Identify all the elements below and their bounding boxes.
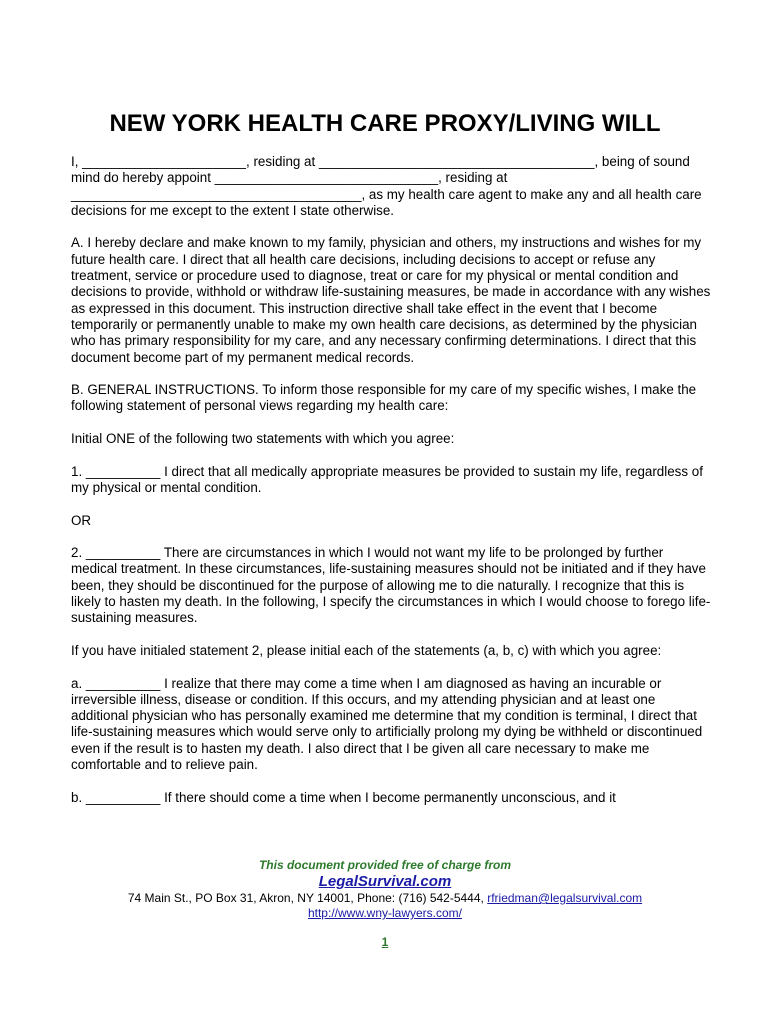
address-text: 74 Main St., PO Box 31, Akron, NY 14001, Phone: (716) 542-5444, — [127, 891, 484, 905]
page-number: 1 — [381, 935, 389, 949]
document-body — [71, 154, 711, 822]
statement-b: b. __________ If there should come a time when I become permanently unconscious, and it — [71, 789, 616, 805]
statement-1: 1. __________ I direct that all medically appropriate measures be provided to sustain my life, regardless of my physical or mental condition. — [71, 463, 703, 495]
provided-by-text: This document provided free of charge from — [258, 858, 512, 872]
appointment-paragraph: I, ______________________, residing at _____________________________________, being of sound mind do hereby appoint ______________________________, residing at _______________________________________, as my health care agent to make any and all health care decisions for me except to the extent I state otherwise. — [71, 154, 702, 218]
website-link[interactable]: http://www.wny-lawyers.com/ — [307, 906, 463, 920]
section-b-paragraph: B. GENERAL INSTRUCTIONS. To inform those responsible for my care of my specific wishes, I make the following statement of personal views regarding my health care: — [71, 382, 697, 414]
statement-2: 2. __________ There are circumstances in which I would not want my life to be prolonged by further medical treatment. In these circumstances, life-sustaining measures should not be initiated and if they have been, they should be discontinued for the purpose of allowing me to die naturally. I recognize that this is likely to hasten my death. In the following, I specify the circumstances in which I would choose to forego life-sustaining measures. — [71, 545, 711, 626]
statement-a: a. __________ I realize that there may come a time when I am diagnosed as having an incurable or irreversible illness, disease or condition. If this occurs, and my attending physician and at least one additional physician who has personally examined me determine that my condition is terminal, I direct that life-sustaining measures which would serve only to artificially prolong my dying be withheld or discontinued even if the result is to hasten my death. I also direct that I be given all care necessary to make me comfortable and to relieve pain. — [71, 675, 703, 772]
initial-instruction: Initial ONE of the following two statements with which you agree: — [71, 431, 455, 447]
brand-link[interactable]: LegalSurvival.com — [318, 873, 452, 890]
contact-line — [0, 891, 770, 906]
document-footer — [0, 857, 770, 921]
section-a-paragraph: A. I hereby declare and make known to my family, physician and others, my instructions and wishes for my future health care. I direct that all health care decisions, including decisions to accept or refuse any treatment, service or procedure used to diagnose, treat or care for my physical or mental condition and decisions to provide, withhold or withdraw life-sustaining measures, be made in accordance with any wishes as expressed in this document. This instruction directive shall take effect in the event that I become temporarily or permanently unable to make my own health care decisions, as determined by the physician who has primary responsibility for my care, and any necessary confirming determinations. I direct that this document become part of my permanent medical records. — [71, 235, 711, 365]
statement-2-instruction: If you have initialed statement 2, please initial each of the statements (a, b, c) with which you agree: — [71, 642, 662, 658]
email-link[interactable]: rfriedman@legalsurvival.com — [487, 891, 643, 905]
document-title: NEW YORK HEALTH CARE PROXY/LIVING WILL — [109, 110, 661, 137]
or-separator: OR — [71, 512, 92, 528]
